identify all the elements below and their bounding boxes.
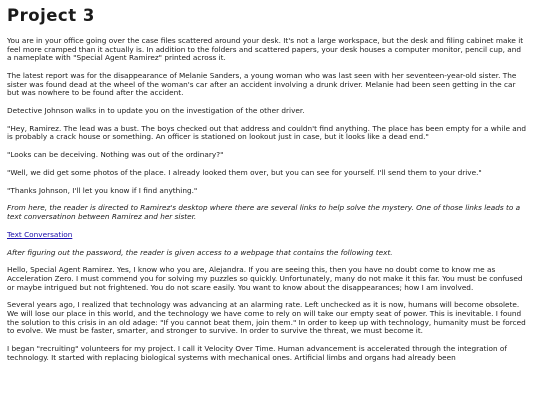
paragraph-dialogue-4: "Thanks Johnson, I'll let you know if I find anything." (7, 185, 198, 195)
paragraph-johnson-walks: Detective Johnson walks in to update you on the investigation of the other driver. (7, 105, 305, 115)
paragraph-report: The latest report was for the disappearance of Melanie Sanders, a young woman who was last seen with her seventeen-year-old sister. The sister was found dead at the wheel of the woman's car after an accident involving a drunk driver. Melanie had been seen getting in the car but was nowhere to be found after the accident. (7, 70, 517, 98)
link-paragraph (7, 231, 527, 240)
paragraph-dialogue-2: "Looks can be deceiving. Nothing was out of the ordinary?" (7, 150, 224, 160)
text-conversation-link[interactable]: Text Conversation (7, 229, 73, 239)
paragraph-intro: You are in your office going over the case files scattered around your desk. It's not a large workspace, but the desk and filing cabinet make it feel more cramped than it actually is. In addition to the folders and scattered papers, your desk houses a computer monitor, pencil cup, and a nameplate with "Special Agent Ramirez" printed across it. (7, 36, 524, 63)
paragraph-several-years: Several years ago, I realized that technology was advancing at an alarming rate. Left unchecked as it is now, humans will become obsolete. We will lose our place in this world, and the technology we have come to rely on will take our empty seat of power. This is inevitable. I found the solution to this crisis in an old adage: "If you cannot beat them, join them." In order to keep up with technology, humanity must be forced to evolve. We must be faster, smarter, and stronger to survive. In order to survive the threat, we must become it. (7, 300, 526, 336)
paragraph-hello: Hello, Special Agent Ramirez. Yes, I know who you are, Alejandra. If you are seeing this, then you have no doubt come to know me as Acceleration Zero. I must commend you for solving my puzzles so quickly. Unfortunately, many do not make it this far. You must be confused or maybe intrigued but not frightened. You do not scare easily. You want to know about the disappearances; how I am involved. (7, 265, 523, 292)
paragraph-recruiting: I began "recruiting" volunteers for my project. I call it Velocity Over Time. Human advancement is accelerated through the integration of technology. It started with replacing biological systems with mechanical ones. Artificial limbs and organs had already been (7, 343, 507, 362)
paragraph-after-password: After figuring out the password, the reader is given access to a webpage that contains the following text. (7, 247, 393, 257)
paragraph-dialogue-3: "Well, we did get some photos of the place. I already looked them over, but you can see for yourself. I'll send them to your drive." (7, 167, 482, 177)
paragraph-dialogue-1: "Hey, Ramirez. The lead was a bust. The boys checked out that address and couldn't find anything. The place has been empty for a while and is probably a crack house or something. An officer is stationed on lookout just in case, but it looks like a dead end." (7, 123, 526, 142)
paragraph-directed: From here, the reader is directed to Ramirez's desktop where there are several links to help solve the mystery. One of those links leads to a text conversatinon between Ramirez and her sister. (7, 203, 521, 222)
page-title: Project 3 (7, 6, 95, 25)
